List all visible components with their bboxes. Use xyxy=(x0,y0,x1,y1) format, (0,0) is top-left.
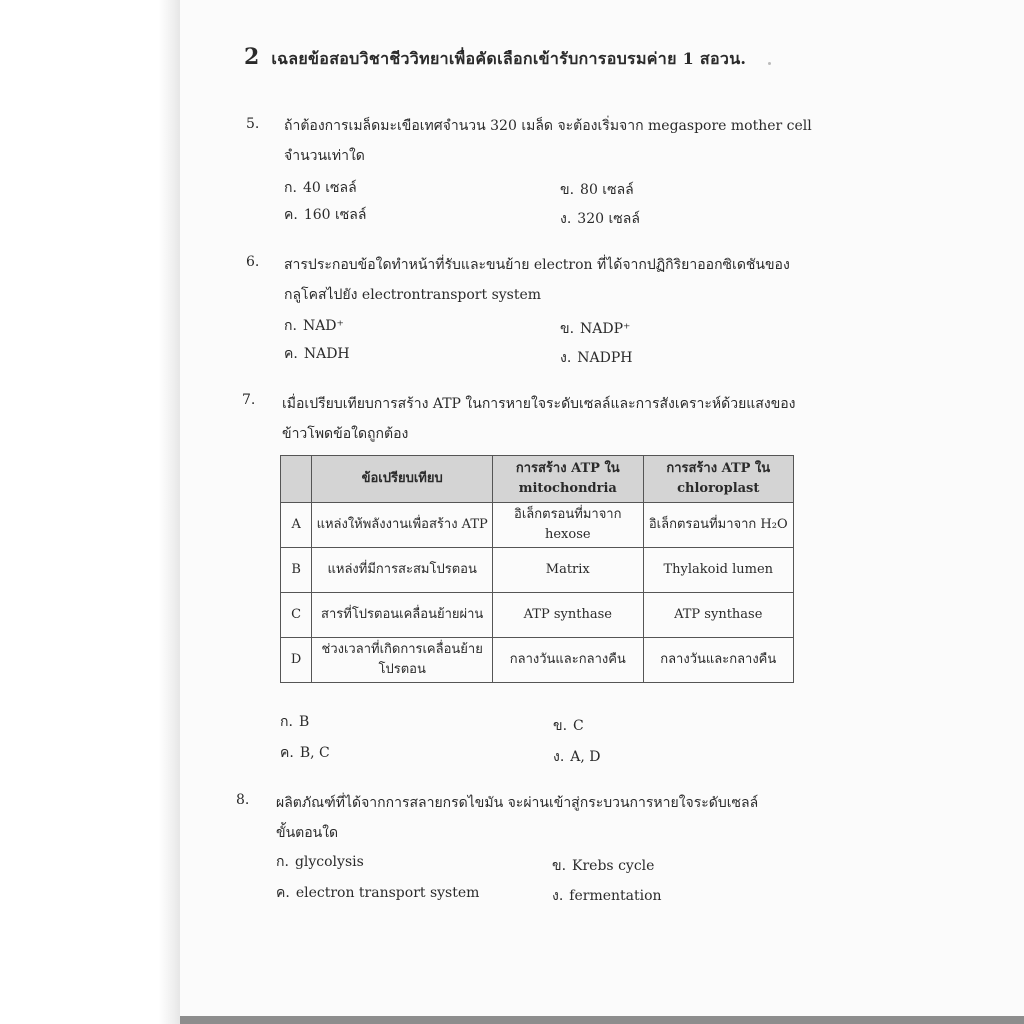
table-row xyxy=(281,503,794,548)
page-bottom-edge xyxy=(180,1016,1024,1024)
question-line: เมื่อเปรียบเทียบการสร้าง ATP ในการหายใจระดับเซลล์และการสังเคราะห์ด้วยแสงของ xyxy=(282,396,796,412)
option-d[interactable]: ง. NADPH xyxy=(560,350,633,366)
comparison-table xyxy=(280,455,794,683)
option-b[interactable]: ข. Krebs cycle xyxy=(552,858,655,874)
table-cell: C xyxy=(281,593,312,638)
table-cell: อิเล็กตรอนที่มาจาก hexose xyxy=(493,503,643,548)
question-line: ข้าวโพดข้อใดถูกต้อง xyxy=(282,426,409,442)
table-row xyxy=(281,548,794,593)
option-c[interactable]: ค. B, C xyxy=(280,745,330,761)
question-line: กลูโคสไปยัง electrontransport system xyxy=(284,287,542,303)
question-line: ถ้าต้องการเมล็ดมะเขือเทศจำนวน 320 เมล็ด จะต้องเริ่มจาก megaspore mother cell xyxy=(284,118,812,134)
table-header-cell xyxy=(281,456,312,503)
table-cell: สารที่โปรตอนเคลื่อนย้ายผ่าน xyxy=(312,593,493,638)
question-number: 8. xyxy=(236,792,250,808)
question-line: ขั้นตอนใด xyxy=(276,825,339,841)
option-c[interactable]: ค. electron transport system xyxy=(276,885,480,901)
question-number: 7. xyxy=(242,392,256,408)
table-header-cell: การสร้าง ATP ใน chloroplast xyxy=(643,456,794,503)
table-cell: กลางวันและกลางคืน xyxy=(493,638,643,683)
speck xyxy=(768,62,771,65)
table-cell: ATP synthase xyxy=(643,593,794,638)
page-number: 2 xyxy=(244,44,260,70)
question-line: สารประกอบข้อใดทำหน้าที่รับและขนย้าย electron ที่ได้จากปฏิกิริยาออกซิเดชันของ xyxy=(284,257,790,273)
option-d[interactable]: ง. A, D xyxy=(553,749,601,765)
table-cell: ATP synthase xyxy=(493,593,643,638)
page-title: เฉลยข้อสอบวิชาชีววิทยาเพื่อคัดเลือกเข้ารับการอบรมค่าย 1 สอวน. xyxy=(271,49,747,68)
question-line: ผลิตภัณฑ์ที่ได้จากการสลายกรดไขมัน จะผ่านเข้าสู่กระบวนการหายใจระดับเซลล์ xyxy=(276,795,759,811)
table-cell: แหล่งให้พลังงานเพื่อสร้าง ATP xyxy=(312,503,493,548)
question-number: 6. xyxy=(246,254,260,270)
option-d[interactable]: ง. fermentation xyxy=(552,888,662,904)
question-number: 5. xyxy=(246,116,260,132)
table-header-row xyxy=(281,456,794,503)
table-cell: แหล่งที่มีการสะสมโปรตอน xyxy=(312,548,493,593)
table-cell: D xyxy=(281,638,312,683)
question-text xyxy=(282,389,822,449)
question-text xyxy=(284,111,824,171)
question-text xyxy=(284,250,824,310)
option-b[interactable]: ข. 80 เซลล์ xyxy=(560,182,634,198)
option-a[interactable]: ก. B xyxy=(280,714,310,730)
option-a[interactable]: ก. NAD⁺ xyxy=(284,318,344,334)
page-margin-shadow xyxy=(0,0,180,1024)
option-b[interactable]: ข. C xyxy=(553,718,584,734)
option-a[interactable]: ก. glycolysis xyxy=(276,854,364,870)
page-header xyxy=(244,44,746,72)
option-d[interactable]: ง. 320 เซลล์ xyxy=(560,211,640,227)
option-c[interactable]: ค. NADH xyxy=(284,346,350,362)
option-b[interactable]: ข. NADP⁺ xyxy=(560,321,631,337)
table-cell: Thylakoid lumen xyxy=(643,548,794,593)
option-c[interactable]: ค. 160 เซลล์ xyxy=(284,207,367,223)
table-cell: อิเล็กตรอนที่มาจาก H₂O xyxy=(643,503,794,548)
table-header-cell: ข้อเปรียบเทียบ xyxy=(312,456,493,503)
question-line: จำนวนเท่าใด xyxy=(284,148,365,164)
table-cell: Matrix xyxy=(493,548,643,593)
table-header-cell: การสร้าง ATP ใน mitochondria xyxy=(493,456,643,503)
table-row xyxy=(281,638,794,683)
table-cell: A xyxy=(281,503,312,548)
table-cell: ช่วงเวลาที่เกิดการเคลื่อนย้ายโปรตอน xyxy=(312,638,493,683)
option-a[interactable]: ก. 40 เซลล์ xyxy=(284,180,357,196)
table-cell: B xyxy=(281,548,312,593)
table-cell: กลางวันและกลางคืน xyxy=(643,638,794,683)
question-text xyxy=(276,788,816,848)
table-row xyxy=(281,593,794,638)
